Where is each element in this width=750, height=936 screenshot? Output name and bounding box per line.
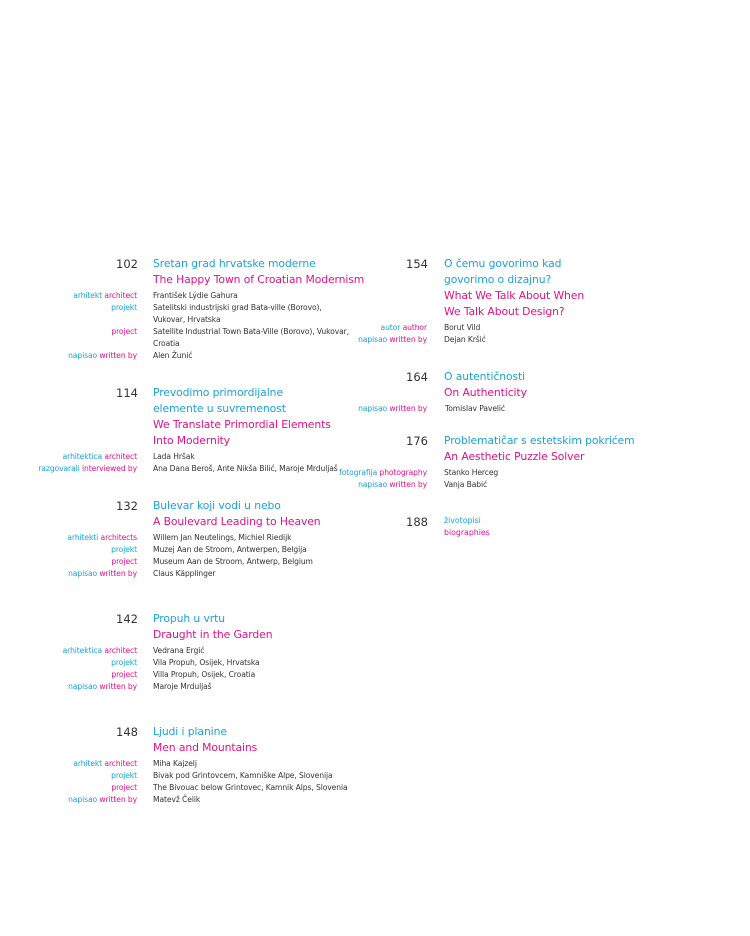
- role-label: arhitekti architects: [67, 533, 137, 542]
- page-number: 114: [116, 386, 138, 400]
- title-english[interactable]: On Authenticity: [444, 386, 527, 399]
- credit-value: Ana Dana Beroš, Ante Nikša Bilić, Maroje Mrduljaš: [153, 464, 338, 473]
- title-english[interactable]: Men and Mountains: [153, 741, 258, 754]
- role-label: project: [111, 327, 137, 336]
- title-english[interactable]: Draught in the Garden: [153, 628, 273, 641]
- title-croatian[interactable]: Ljudi i planine: [153, 725, 227, 738]
- page-number: 148: [116, 725, 138, 739]
- credit-value: Museum Aan de Stroom, Antwerp, Belgium: [153, 557, 313, 566]
- role-label: projekt: [111, 771, 137, 780]
- role-label: project: [111, 557, 137, 566]
- credit-value: Muzej Aan de Stroom, Antwerpen, Belgija: [153, 545, 307, 554]
- page-number: 188: [406, 515, 428, 529]
- credit-value: Claus Käpplinger: [153, 569, 216, 578]
- title-english[interactable]: An Aesthetic Puzzle Solver: [444, 450, 585, 463]
- credit-value: Willem Jan Neutelings, Michiel Riedijk: [153, 533, 292, 542]
- role-label: napisao written by: [68, 351, 137, 360]
- credit-value: Tomislav Pavelić: [445, 404, 505, 413]
- role-label: arhitekt architect: [73, 291, 137, 300]
- role-label: project: [111, 783, 137, 792]
- title-english[interactable]: The Happy Town of Croatian Modernism: [153, 273, 365, 286]
- credit-value: Croatia: [153, 339, 180, 348]
- credit-value: Vukovar, Hrvatska: [153, 315, 221, 324]
- role-label: arhitekt architect: [73, 759, 137, 768]
- title-croatian[interactable]: Sretan grad hrvatske moderne: [153, 257, 316, 270]
- title-croatian[interactable]: Propuh u vrtu: [153, 612, 225, 625]
- credit-value: The Bivouac below Grintovec, Kamnik Alps, Slovenia: [153, 783, 348, 792]
- page-number: 164: [406, 370, 428, 384]
- role-label: razgovarali interviewed by: [38, 464, 137, 473]
- credit-value: Villa Propuh, Osijek, Croatia: [153, 670, 256, 679]
- credit-value: Satellite Industrial Town Bata-Ville (Borovo), Vukovar,: [153, 327, 350, 336]
- credit-value: Borut Vild: [444, 323, 481, 332]
- credit-value: Vedrana Ergić: [153, 646, 205, 655]
- role-label: arhitektica architect: [62, 452, 137, 461]
- role-label: napisao written by: [358, 480, 427, 489]
- credit-value: Miha Kajzelj: [153, 759, 197, 768]
- credit-value: Alen Žunić: [153, 351, 193, 360]
- title-english-line-2[interactable]: We Talk About Design?: [444, 305, 565, 318]
- role-label: projekt: [111, 303, 137, 312]
- title-croatian-line-1[interactable]: Prevodimo primordijalne: [153, 386, 283, 399]
- page-number: 102: [116, 257, 138, 271]
- title-croatian-line-2[interactable]: elemente u suvremenost: [153, 402, 286, 415]
- credit-value: Matevž Čelik: [153, 795, 201, 804]
- credit-value: Vila Propuh, Osijek, Hrvatska: [153, 658, 260, 667]
- title-english-line-1[interactable]: What We Talk About When: [444, 289, 585, 302]
- role-label: projekt: [111, 545, 137, 554]
- title-english-line-2[interactable]: Into Modernity: [153, 434, 231, 447]
- role-label: project: [111, 670, 137, 679]
- credit-value: Satelitski industrijski grad Bata-ville (Borovo),: [153, 303, 322, 312]
- title-english-line-1[interactable]: We Translate Primordial Elements: [153, 418, 331, 431]
- role-label: napisao written by: [358, 335, 427, 344]
- title-croatian-line-2[interactable]: govorimo o dizajnu?: [444, 273, 552, 286]
- title-croatian[interactable]: Bulevar koji vodi u nebo: [153, 499, 281, 512]
- title-croatian[interactable]: Problematičar s estetskim pokrićem: [444, 434, 635, 447]
- title-croatian-line-1[interactable]: O čemu govorimo kad: [444, 257, 562, 270]
- credit-value: Bivak pod Grintovcem, Kamniške Alpe, Slovenija: [153, 771, 333, 780]
- title-croatian[interactable]: O autentičnosti: [444, 370, 526, 383]
- role-label: arhitektica architect: [62, 646, 137, 655]
- role-label: napisao written by: [68, 682, 137, 691]
- credit-value: Lada Hršak: [153, 452, 195, 461]
- page-number: 142: [116, 612, 138, 626]
- role-label: napisao written by: [68, 795, 137, 804]
- page-number: 154: [406, 257, 428, 271]
- page-number: 132: [116, 499, 138, 513]
- biographies-english[interactable]: biographies: [444, 528, 490, 537]
- credit-value: Vanja Babić: [444, 480, 488, 489]
- role-label: napisao written by: [358, 404, 427, 413]
- credit-value: Stanko Herceg: [444, 468, 499, 477]
- role-label: fotografija photography: [339, 468, 427, 477]
- biographies-croatian[interactable]: životopisi: [444, 516, 481, 525]
- credit-value: František Lýdie Gahura: [153, 291, 238, 300]
- role-label: projekt: [111, 658, 137, 667]
- page-number: 176: [406, 434, 428, 448]
- title-english[interactable]: A Boulevard Leading to Heaven: [153, 515, 321, 528]
- role-label: napisao written by: [68, 569, 137, 578]
- credit-value: Dejan Kršić: [444, 335, 486, 344]
- role-label: autor author: [380, 323, 427, 332]
- credit-value: Maroje Mrduljaš: [153, 682, 212, 691]
